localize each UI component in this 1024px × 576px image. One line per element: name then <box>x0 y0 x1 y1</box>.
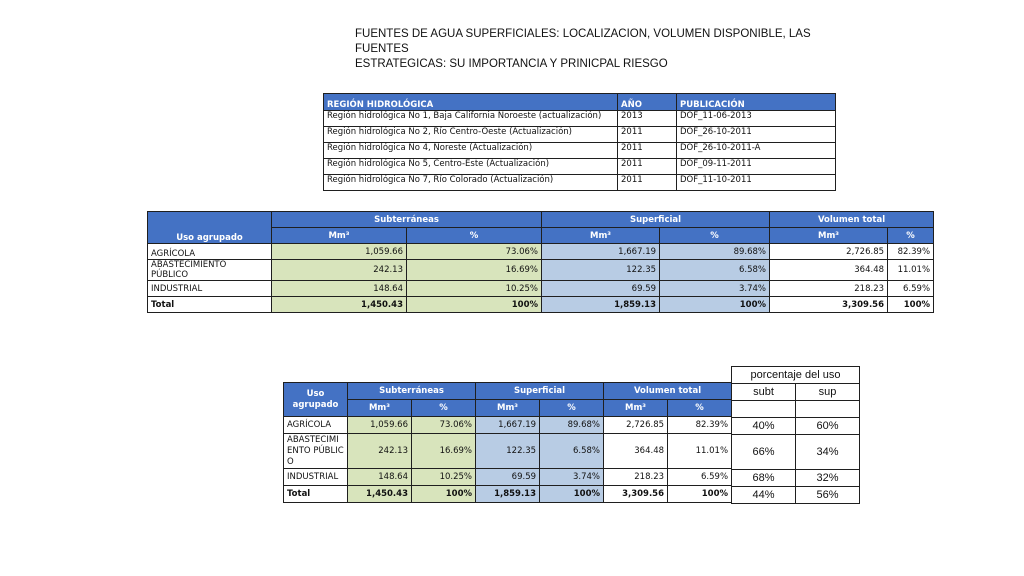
table-row-total <box>148 297 934 313</box>
group-header-subterraneas: Subterráneas <box>348 383 476 400</box>
publication-cell: DOF_26-10-2011-A <box>677 143 836 159</box>
value-cell: 6.59% <box>888 281 934 297</box>
subheader-percent: % <box>540 400 604 417</box>
subheader-mm3: Mm³ <box>770 228 888 244</box>
percent-header-sup: sup <box>796 384 860 401</box>
value-cell: 73.06% <box>412 417 476 434</box>
publication-cell: DOF_11-10-2011 <box>677 175 836 191</box>
table-row <box>324 111 836 127</box>
value-cell: 16.69% <box>412 434 476 469</box>
uso-agrupado-header: Uso agrupado <box>148 212 272 244</box>
uso-cell <box>148 260 272 281</box>
value-cell: 2,726.85 <box>770 244 888 260</box>
publication-cell: DOF_09-11-2011 <box>677 159 836 175</box>
subheader-mm3: Mm³ <box>272 228 407 244</box>
uso-header-line-2: agrupado <box>292 399 339 410</box>
uso-table-primary <box>147 211 934 313</box>
percent-cell: 68% <box>732 470 796 487</box>
value-cell: 148.64 <box>272 281 407 297</box>
uso-cell: Total <box>148 297 272 313</box>
value-cell: 1,450.43 <box>272 297 407 313</box>
table-row <box>324 143 836 159</box>
table-row <box>324 127 836 143</box>
region-cell: Región hidrológica No 4, Noreste (Actualización) <box>324 143 618 159</box>
region-cell: Región hidrológica No 2, Río Centro-Oeste (Actualización) <box>324 127 618 143</box>
year-cell: 2013 <box>618 111 677 127</box>
table-row <box>324 175 836 191</box>
value-cell: 11.01% <box>668 434 732 469</box>
region-cell: Región hidrológica No 1, Baja California Noroeste (actualización) <box>324 111 618 127</box>
subheader-percent: % <box>407 228 542 244</box>
value-cell: 242.13 <box>348 434 412 469</box>
header-publication: PUBLICACIÓN <box>677 94 836 111</box>
value-cell: 11.01% <box>888 260 934 281</box>
value-cell: 1,667.19 <box>476 417 540 434</box>
percent-cell: 32% <box>796 470 860 487</box>
subheader-mm3: Mm³ <box>542 228 660 244</box>
value-cell: 89.68% <box>660 244 770 260</box>
value-cell: 3.74% <box>540 469 604 486</box>
value-cell: 1,059.66 <box>348 417 412 434</box>
percent-cell: 60% <box>796 418 860 435</box>
value-cell: 6.59% <box>668 469 732 486</box>
percent-title: porcentaje del uso <box>732 367 860 384</box>
uso-cell: INDUSTRIAL <box>148 281 272 297</box>
value-cell: 122.35 <box>476 434 540 469</box>
title-line-1: FUENTES DE AGUA SUPERFICIALES: LOCALIZACION, VOLUMEN DISPONIBLE, LAS FUENTES <box>355 28 811 55</box>
region-cell: Región hidrológica No 5, Centro-Este (Actualización) <box>324 159 618 175</box>
value-cell: 1,059.66 <box>272 244 407 260</box>
uso-cell: AGRÍCOLA <box>284 417 348 434</box>
value-cell: 6.58% <box>660 260 770 281</box>
publication-cell: DOF_11-06-2013 <box>677 111 836 127</box>
value-cell: 69.59 <box>542 281 660 297</box>
value-cell: 3,309.56 <box>770 297 888 313</box>
value-cell: 100% <box>888 297 934 313</box>
region-table <box>323 93 836 191</box>
subheader-mm3: Mm³ <box>476 400 540 417</box>
year-cell: 2011 <box>618 143 677 159</box>
uso-cell-text: ABASTECIMIENTO PÚBLICO <box>151 260 227 280</box>
value-cell: 100% <box>407 297 542 313</box>
value-cell: 100% <box>540 486 604 503</box>
header-region: REGIÓN HIDROLÓGICA <box>324 94 618 111</box>
value-cell: 122.35 <box>542 260 660 281</box>
group-header-superficial: Superficial <box>542 212 770 228</box>
value-cell: 100% <box>668 486 732 503</box>
year-cell: 2011 <box>618 159 677 175</box>
value-cell: 218.23 <box>604 469 668 486</box>
value-cell: 10.25% <box>412 469 476 486</box>
blank-cell <box>796 401 860 418</box>
page-title <box>355 27 825 72</box>
percent-cell: 56% <box>796 487 860 504</box>
blank-cell <box>732 401 796 418</box>
percent-header-subt: subt <box>732 384 796 401</box>
header-year: AÑO <box>618 94 677 111</box>
percent-table <box>731 366 860 504</box>
percent-cell: 44% <box>732 487 796 504</box>
table-row <box>324 159 836 175</box>
value-cell: 218.23 <box>770 281 888 297</box>
year-cell: 2011 <box>618 175 677 191</box>
value-cell: 100% <box>412 486 476 503</box>
year-cell: 2011 <box>618 127 677 143</box>
uso-agrupado-header <box>284 383 348 417</box>
title-line-2: ESTRATEGICAS: SU IMPORTANCIA Y PRINICPAL RIESGO <box>355 58 668 70</box>
value-cell: 69.59 <box>476 469 540 486</box>
uso-cell: ABASTECIMIENTO PÚBLICO <box>284 434 348 469</box>
subheader-percent: % <box>660 228 770 244</box>
value-cell: 3,309.56 <box>604 486 668 503</box>
percent-cell: 66% <box>732 435 796 470</box>
subheader-percent: % <box>412 400 476 417</box>
value-cell: 1,667.19 <box>542 244 660 260</box>
value-cell: 6.58% <box>540 434 604 469</box>
value-cell: 73.06% <box>407 244 542 260</box>
value-cell: 1,859.13 <box>542 297 660 313</box>
uso-cell: AGRÍCOLA <box>148 244 272 260</box>
table-row <box>284 469 732 486</box>
table-row <box>148 281 934 297</box>
percent-cell: 34% <box>796 435 860 470</box>
group-header-volumen-total: Volumen total <box>770 212 934 228</box>
value-cell: 10.25% <box>407 281 542 297</box>
subheader-percent: % <box>888 228 934 244</box>
value-cell: 1,859.13 <box>476 486 540 503</box>
table-row <box>148 260 934 281</box>
uso-cell: Total <box>284 486 348 503</box>
value-cell: 242.13 <box>272 260 407 281</box>
uso-cell: INDUSTRIAL <box>284 469 348 486</box>
uso-header-line-1: Uso <box>306 388 325 399</box>
subheader-percent: % <box>668 400 732 417</box>
region-cell: Región hidrológica No 7, Río Colorado (Actualización) <box>324 175 618 191</box>
value-cell: 82.39% <box>888 244 934 260</box>
table-row-total <box>284 486 732 503</box>
value-cell: 89.68% <box>540 417 604 434</box>
value-cell: 148.64 <box>348 469 412 486</box>
publication-cell: DOF_26-10-2011 <box>677 127 836 143</box>
group-header-volumen-total: Volumen total <box>604 383 732 400</box>
subheader-mm3: Mm³ <box>604 400 668 417</box>
value-cell: 16.69% <box>407 260 542 281</box>
value-cell: 82.39% <box>668 417 732 434</box>
group-header-subterraneas: Subterráneas <box>272 212 542 228</box>
group-header-superficial: Superficial <box>476 383 604 400</box>
table-row <box>284 434 732 469</box>
percent-cell: 40% <box>732 418 796 435</box>
value-cell: 100% <box>660 297 770 313</box>
value-cell: 3.74% <box>660 281 770 297</box>
table-row <box>148 244 934 260</box>
value-cell: 364.48 <box>604 434 668 469</box>
uso-table-secondary <box>283 382 732 503</box>
value-cell: 364.48 <box>770 260 888 281</box>
table-row <box>284 417 732 434</box>
value-cell: 1,450.43 <box>348 486 412 503</box>
value-cell: 2,726.85 <box>604 417 668 434</box>
subheader-mm3: Mm³ <box>348 400 412 417</box>
